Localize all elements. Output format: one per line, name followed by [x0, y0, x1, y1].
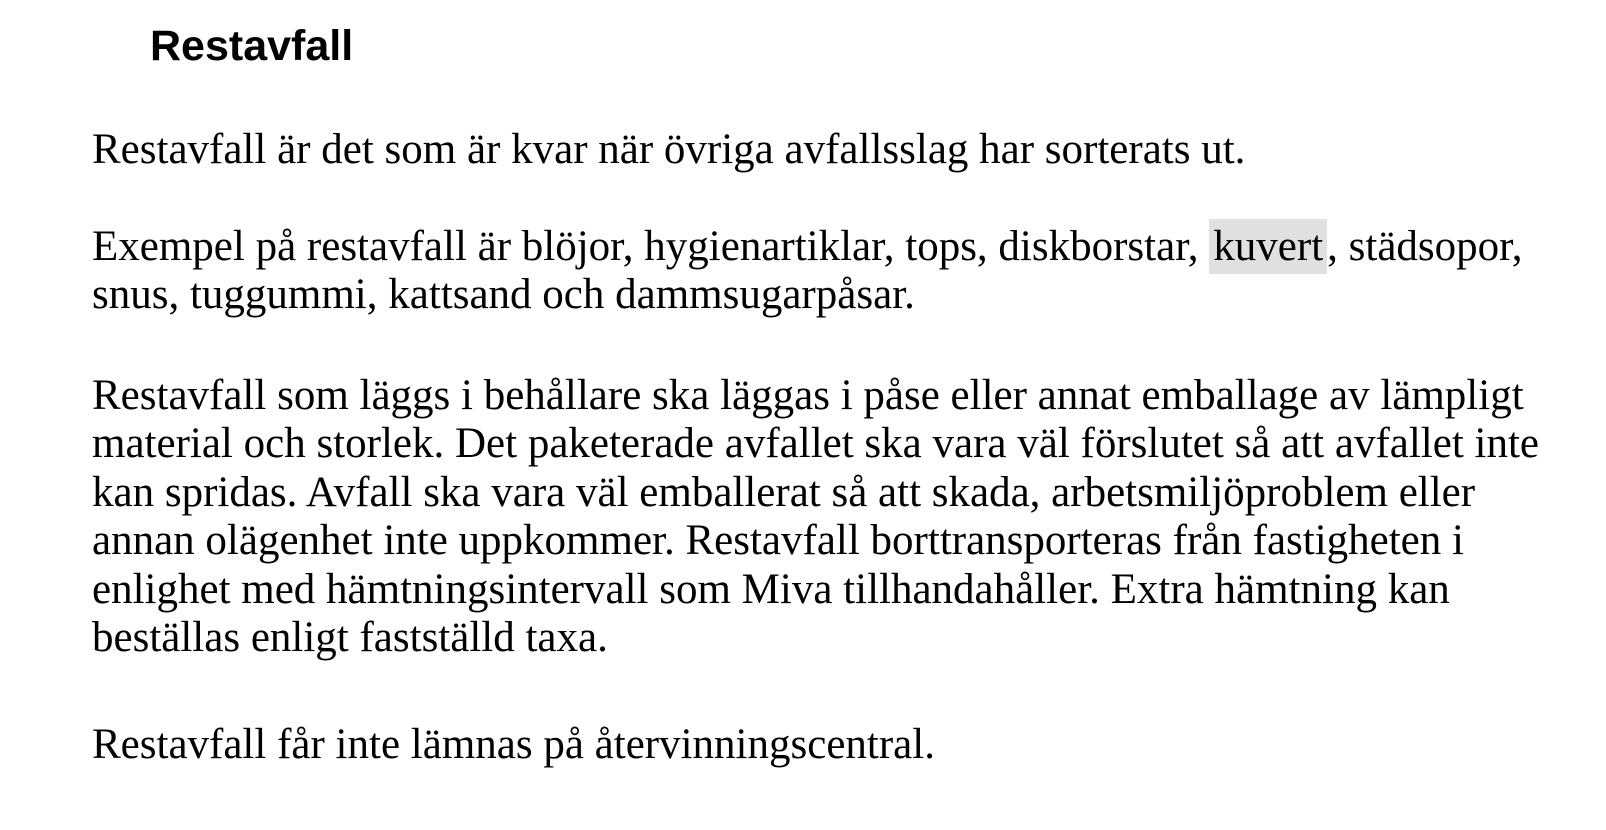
paragraph-closing: Restavfall får inte lämnas på återvinningscentral. — [92, 720, 935, 768]
paragraph-examples — [92, 223, 1587, 320]
paragraph-examples-post: , städsopor, snus, tuggummi, kattsand och dammsugarpåsar. — [92, 222, 1523, 318]
paragraph-examples-pre: Exempel på restavfall är blöjor, hygienartiklar, tops, diskborstar, — [92, 222, 1210, 270]
paragraph-rules: Restavfall som läggs i behållare ska läggas i påse eller annat emballage av lämpligt material och storlek. Det paketerade avfallet ska vara väl förslutet så att avfallet inte kan spridas. Avfall ska vara väl emballerat så att skada, arbetsmiljöproblem eller annan olägenhet inte uppkommer. Restavfall borttransporteras från fastigheten i enlighet med hämtningsintervall som Miva tillhandahåller. Extra hämtning kan beställas enligt fastställd taxa. — [92, 371, 1540, 661]
search-highlight: kuvert — [1209, 219, 1327, 274]
page-title: Restavfall — [150, 22, 354, 70]
paragraph-intro: Restavfall är det som är kvar när övriga avfallsslag har sorterats ut. — [92, 126, 1246, 173]
